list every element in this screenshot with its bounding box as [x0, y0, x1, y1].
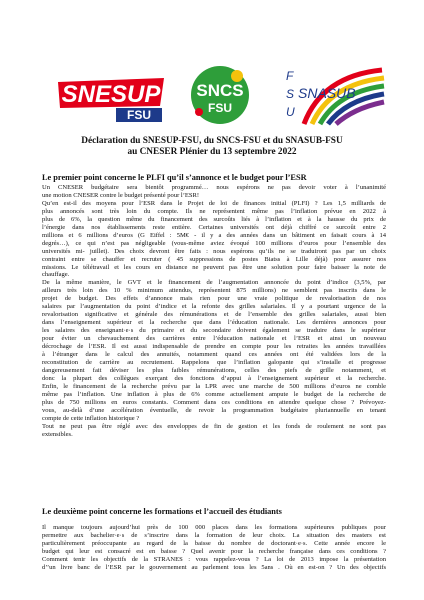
snasub-logo-letter-s: S — [286, 87, 295, 101]
title-line-2: au CNESER Plénier du 13 septembre 2022 — [127, 147, 297, 157]
snasub-logo-letter-f: F — [286, 69, 294, 83]
paragraph-line: une motion CNESER contre le budget présenté pour l’ESR! — [42, 191, 200, 199]
paragraph-line: Enfin, le financement de la recherche prévu par la LPR avec une marche de 500 millions d’euros ne comble — [42, 382, 386, 390]
paragraph-line: les salaires des enseignant·e·s du primaire et du secondaire doivent également se traduire dans le supérieur — [42, 327, 386, 335]
paragraph-line: Tout ne peut pas être réglé avec des enveloppes de fin de gestion et les fonds de roulement ne sont pas — [42, 422, 386, 430]
paragraph-line: dans l’enseignement supérieur et la recherche que dans l’éducation nationale. Les dernières annonces pour — [42, 319, 386, 327]
paragraph-line: d’’un livre banc de l’ESR par le gouvernement au parlement tous les 5ans . Où en est-on ? Un des objectifs — [42, 563, 386, 571]
paragraph-line: projet de budget. Des effets d’annonce mais rien pour une vraie politique de revalorisation de nos — [42, 295, 386, 303]
paragraph-line: à l’étranger dans le calcul des annuités, notamment quand ces années ont été validées lors de la — [42, 351, 386, 359]
paragraph-line: vous, au-delà d’une accélération éventuelle, de revoir la programmation budgétaire pluriannuelle en tenant — [42, 406, 386, 414]
paragraph-line: donc la plupart des collègues exerçant des fonctions d’appui à l’enseignement supérieur et la recherche. — [42, 374, 386, 382]
paragraph-line: pour éviter un chevauchement des carrières entre l’éducation nationale et l’ESR et ainsi un nouveau — [42, 335, 386, 343]
paragraph-line: contraint entre se chauffer et recruter ( 45 suppressions de postes Biatss à Lille déjà) pour assurer nos — [42, 255, 386, 263]
paragraph-line: reconstitution de carrière au recrutement. Rappelons que l’inflation galopante qui s’installe et progresse — [42, 358, 386, 366]
snasub-logo-text: SNASUB — [298, 85, 356, 101]
section-2-body — [42, 524, 386, 572]
paragraph-line: chauffage. — [42, 271, 70, 279]
paragraph-line: extensibles. — [42, 430, 73, 438]
title-line-1: Déclaration du SNESUP-FSU, du SNCS-FSU et du SNASUB-FSU — [81, 136, 343, 146]
paragraph-line: permettre aux bachelier·e·s de s’inscrire dans la formation de leur choix. La situation des masters est — [42, 531, 386, 539]
paragraph-line: Qu’en est-il des moyens pour l’ESR dans le Projet de loi de finances initial (PLFI) ? Les 1,5 milliards de — [42, 199, 386, 207]
paragraph-line: Il manque toujours aujourd’hui près de 100 000 places dans les formations supérieures publiques pour — [42, 524, 386, 531]
sncs-logo-text: SNCS — [196, 81, 244, 100]
paragraph-line: Un CNESER budgétaire sera bientôt programmé… nous espérons ne pas devoir voter à l’unanimité — [42, 184, 386, 191]
snasub-fsu-logo — [282, 66, 386, 126]
paragraph-line: l’énergie dans nos établissements reste entière. Certaines universités ont déjà chiffré ce surcoût entre 2 — [42, 223, 386, 231]
paragraph-line: salaires par l’augmentation du point d’indice et la refonte des grilles salariales. Il y a pourtant urgence de la — [42, 303, 386, 311]
paragraph-line: plus annoncés sont très loin du compte. Ils ne représentent même pas l’inflation prévue en 2022 à — [42, 207, 386, 215]
paragraph-line: millions et 6 millions d’euros (G Eiffel : 5M€ - il y a des années dans un bâtiment en faisait cours à 14 — [42, 231, 386, 239]
paragraph-line: ailleurs très loin des 10 % minimum attendus, représentent 875 millions) ne semblent pas inscrits dans le — [42, 287, 386, 295]
sncs-fsu-logo — [187, 64, 253, 126]
sncs-logo-fsu: FSU — [208, 101, 232, 115]
paragraph-line: plus de 750 millions en euros constants. Comment dans ces conditions en attendre quelque chose ? Prévoyez- — [42, 398, 386, 406]
paragraph-line: compte de cette inflation historique ? — [42, 414, 140, 422]
paragraph-line: revalorisation significative et générale des rémunérations et de l’ensemble des grilles salariales, aussi bien — [42, 311, 386, 319]
paragraph-line: même pas l’inflation. Une inflation à plus de 6% comme actuellement ampute le budget de la recherche de — [42, 390, 386, 398]
paragraph-line: particulièrement préoccupante au regard de la baisse du nombre de doctorant·e·s. Cette année encore le — [42, 539, 386, 547]
section-1-heading: Le premier point concerne le PLFI qu’il s’annonce et le budget pour l’ESR — [42, 173, 307, 182]
paragraph-line: budget qui leur est consacré est en baisse ? Quel avenir pour la recherche française dans ces conditions ? — [42, 547, 386, 555]
paragraph-line: De la même manière, le GVT et le financement de l’augmentation annoncée du point d’indice (3,5%, par — [42, 279, 386, 287]
paragraph-line: Comment tenir les objectifs de la STRANES : vous rappelez-vous ? La loi de 2013 impose la présentation — [42, 555, 386, 563]
paragraph-line: décrochage de l’ESR. Il est aussi indispensable de prendre en compte pour les retraites les années travaillées — [42, 343, 386, 351]
paragraph-line: missions. Le télétravail et les cours en distance ne peuvent pas être une solution pour faire baisser la note de — [42, 263, 386, 271]
section-2-heading: Le deuxième point concerne les formations et l’accueil des étudiants — [42, 507, 282, 516]
snesup-logo-text: SNESUP — [61, 81, 161, 108]
section-1-body — [42, 184, 386, 439]
logo-row — [0, 64, 424, 126]
snesup-logo-fsu: FSU — [127, 108, 151, 122]
paragraph-line: degrés…), ce qui n’est pas négligeable (vous-même aviez évoqué 100 millions d’euros pour l’ensemble des — [42, 239, 386, 247]
paragraph-line: plus de 6%, la question même du financement des surcoûts liés à l’inflation et à la hausse du prix de — [42, 215, 386, 223]
document-title — [30, 136, 394, 158]
snesup-fsu-logo — [56, 76, 166, 124]
paragraph-line: dangereusement fait déviser les plus faibles rémunérations, celles des piefs de grille notamment, et — [42, 366, 386, 374]
paragraph-line: universités mi- juillet). Des choix devront être faits : nous espérons qu’ils ne se traduiront pas par un choix — [42, 247, 386, 255]
snasub-logo-letter-u: U — [286, 105, 295, 119]
